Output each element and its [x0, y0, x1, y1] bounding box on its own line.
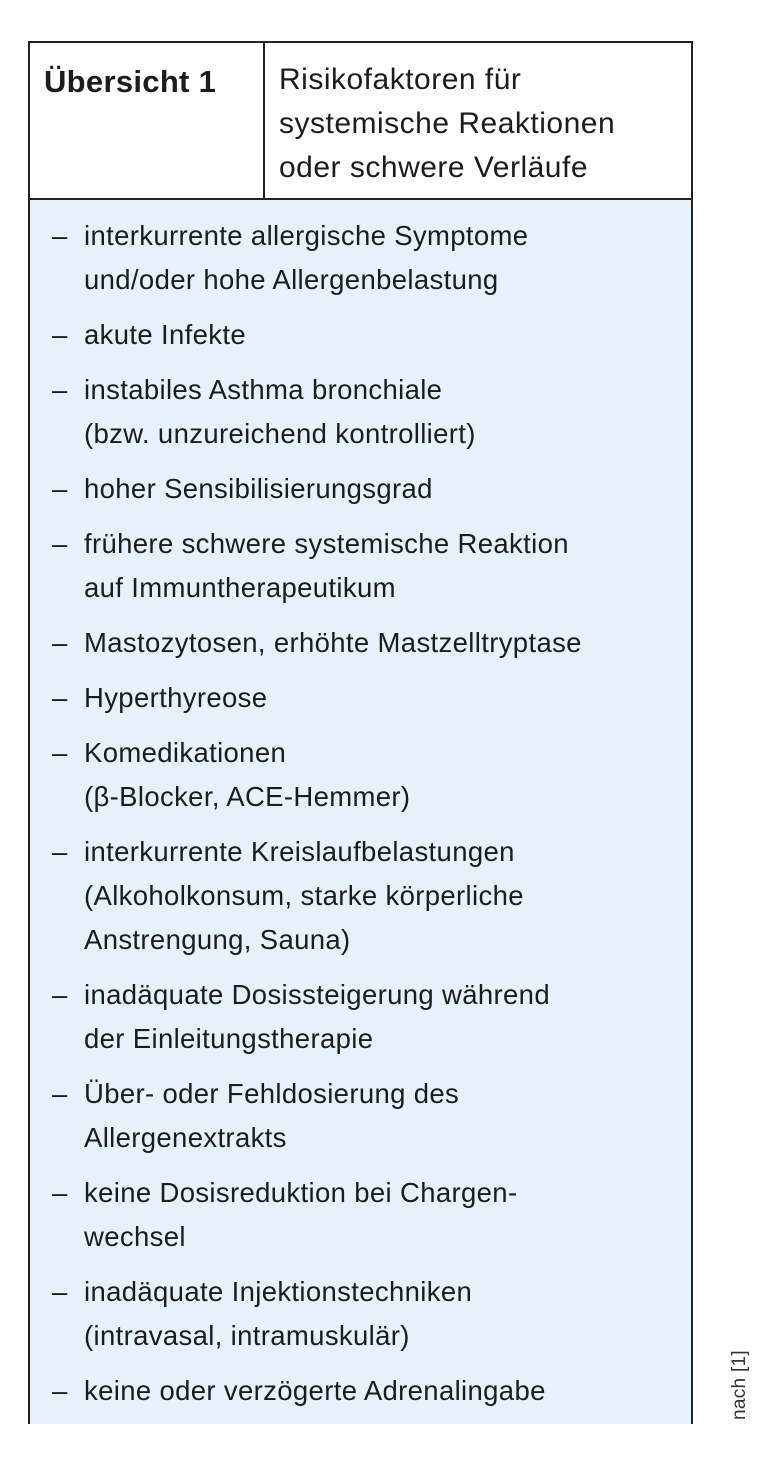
list-item-text — [84, 830, 524, 962]
bullet-dash: – — [52, 473, 68, 504]
list-item-line: auf Immuntherapeutikum — [84, 572, 396, 603]
list-item-line: frühere schwere systemische Reaktion — [84, 528, 569, 559]
list-item — [52, 467, 681, 511]
list-item-line: interkurrente Kreislaufbelastungen — [84, 836, 515, 867]
bullet-dash: – — [52, 1375, 68, 1406]
list-item-text — [84, 467, 433, 511]
list-item — [52, 621, 681, 665]
list-item-line: inadäquate Dosissteigerung während — [84, 979, 550, 1010]
list-item-line: (bzw. unzureichend kontrolliert) — [84, 418, 476, 449]
list-item-line: keine Dosisreduktion bei Chargen- — [84, 1177, 518, 1208]
bullet-dash: – — [52, 1276, 68, 1307]
list-item — [52, 731, 681, 819]
list-item — [52, 676, 681, 720]
bullet-dash: – — [52, 220, 68, 251]
list-item-line: und/oder hohe Allergenbelastung — [84, 264, 499, 295]
bullet-dash: – — [52, 627, 68, 658]
list-item-text — [84, 214, 528, 302]
box-title-line: Risikofaktoren für — [279, 63, 522, 96]
list-item — [52, 1270, 681, 1358]
bullet-dash: – — [52, 737, 68, 768]
list-item-text — [84, 973, 550, 1061]
list-item-text — [84, 731, 410, 819]
list-item-line: der Einleitungstherapie — [84, 1023, 374, 1054]
list-item-text — [84, 522, 569, 610]
bullet-dash: – — [52, 528, 68, 559]
list-item-line: Allergenextrakts — [84, 1122, 287, 1153]
list-item-line: (β-Blocker, ACE-Hemmer) — [84, 781, 411, 812]
list-item-line: instabiles Asthma bronchiale — [84, 374, 443, 405]
overview-label: Übersicht 1 — [30, 43, 265, 198]
list-item — [52, 368, 681, 456]
bullet-dash: – — [52, 1177, 68, 1208]
box-header — [30, 43, 691, 200]
list-item — [52, 313, 681, 357]
list-item-line: akute Infekte — [84, 319, 247, 350]
list-item-line: Anstrengung, Sauna) — [84, 924, 351, 955]
list-item-text — [84, 1270, 472, 1358]
overview-box — [28, 41, 693, 1424]
list-item-text — [84, 676, 267, 720]
source-note: nach [1] — [729, 1349, 750, 1420]
box-title-line: systemische Reaktionen — [279, 107, 616, 140]
bullet-dash: – — [52, 319, 68, 350]
list-item-text — [84, 313, 246, 357]
bullet-dash: – — [52, 979, 68, 1010]
list-item-line: keine oder verzögerte Adrenalingabe — [84, 1375, 546, 1406]
bullet-dash: – — [52, 1078, 68, 1109]
list-item-line: interkurrente allergische Symptome — [84, 220, 529, 251]
list-item — [52, 973, 681, 1061]
list-item-text — [84, 1171, 517, 1259]
list-item — [52, 522, 681, 610]
list-item-line: Komedikationen — [84, 737, 287, 768]
list-item-line: Mastozytosen, erhöhte Mastzelltryptase — [84, 627, 582, 658]
list-item — [52, 214, 681, 302]
list-item-line: (intravasal, intramuskulär) — [84, 1320, 410, 1351]
list-item — [52, 1369, 681, 1413]
bullet-dash: – — [52, 682, 68, 713]
list-item — [52, 1171, 681, 1259]
list-item — [52, 830, 681, 962]
list-item-text — [84, 368, 476, 456]
list-item-text — [84, 621, 582, 665]
list-item-text — [84, 1369, 546, 1413]
risk-factor-list — [30, 200, 691, 1424]
list-item-line: hoher Sensibilisierungsgrad — [84, 473, 433, 504]
list-item-line: wechsel — [84, 1221, 186, 1252]
bullet-dash: – — [52, 374, 68, 405]
list-item-line: Hyperthyreose — [84, 682, 268, 713]
box-title — [265, 43, 691, 198]
list-item-text — [84, 1072, 459, 1160]
bullet-dash: – — [52, 836, 68, 867]
list-item-line: Über- oder Fehldosierung des — [84, 1078, 460, 1109]
list-item-line: inadäquate Injektionstechniken — [84, 1276, 473, 1307]
box-title-line: oder schwere Verläufe — [279, 151, 589, 184]
list-item-line: (Alkoholkonsum, starke körperliche — [84, 880, 524, 911]
list-item — [52, 1072, 681, 1160]
